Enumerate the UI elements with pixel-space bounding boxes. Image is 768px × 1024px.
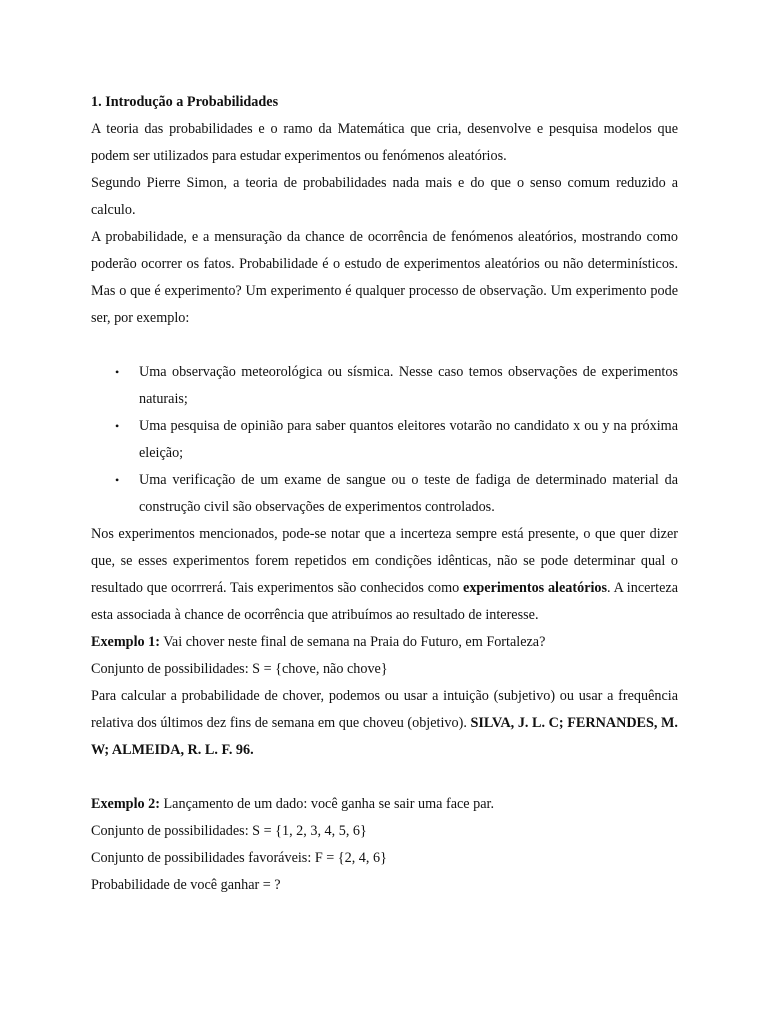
intro-paragraph: A teoria das probabilidades e o ramo da Matemática que cria, desenvolve e pesquisa modelos que podem ser utilizados para estudar experimentos ou fenómenos aleatórios. — [91, 121, 678, 164]
list-item — [91, 467, 678, 521]
example2-heading — [91, 791, 678, 818]
uncertainty-paragraph — [91, 521, 678, 629]
uncertainty-text: Nos experimentos mencionados, pode-se notar que a incerteza sempre está presente, o que quer dizer que, se esses experimentos forem repetidos em condições idênticas, não se pode determinar qual o resultado que ocorrrerá. Tais experimentos são conhecidos como — [91, 526, 678, 596]
bullet-icon: • — [115, 419, 120, 433]
random-experiments-term: experimentos aleatórios — [463, 580, 608, 596]
list-item — [91, 359, 678, 413]
list-item-text: Uma verificação de um exame de sangue ou o teste de fadiga de determinado material da construção civil são observações de experimentos controlados. — [139, 472, 678, 515]
example1-heading — [91, 629, 678, 656]
example2-question: Lançamento de um dado: você ganha se sair uma face par. — [159, 796, 495, 812]
probability-paragraph: A probabilidade, e a mensuração da chance de ocorrência de fenómenos aleatórios, mostrando como poderão ocorrer os fatos. Probabilidade é o estudo de experimentos aleatórios ou não determinísticos. Mas o que é experimento? Um experimento é qualquer processo de observação. Um experimento pode ser, por exemplo: — [91, 229, 678, 326]
example1-explain-text: Para calcular a probabilidade de chover, podemos ou usar a intuição (subjetivo) ou usar a frequência relativa dos últimos dez fins de semana em que choveu (objetivo). — [91, 688, 678, 731]
example2-ask: Probabilidade de você ganhar = ? — [91, 877, 281, 893]
list-item — [91, 413, 678, 467]
example2-set: Conjunto de possibilidades: S = {1, 2, 3, 4, 5, 6} — [91, 823, 367, 839]
spacer — [91, 764, 678, 791]
example1-label: Exemplo 1: — [91, 634, 160, 650]
example1-set: Conjunto de possibilidades: S = {chove, não chove} — [91, 661, 388, 677]
example1-citation: SILVA, J. L. C; FERNANDES, M. W; ALMEIDA, R. L. F. 96. — [91, 715, 678, 758]
list-item-text: Uma pesquisa de opinião para saber quantos eleitores votarão no candidato x ou y na próxima eleição; — [139, 418, 678, 461]
bullet-icon: • — [115, 365, 120, 379]
example2-label: Exemplo 2: — [91, 796, 160, 812]
example2-favorable: Conjunto de possibilidades favoráveis: F = {2, 4, 6} — [91, 850, 387, 866]
list-item-text: Uma observação meteorológica ou sísmica. Nesse caso temos observações de experimentos naturais; — [139, 364, 678, 407]
examples-list — [91, 359, 678, 521]
example1-explanation — [91, 683, 678, 764]
document-page — [91, 89, 678, 899]
uncertainty-text-end: . A incerteza esta associada à chance de ocorrência que atribuímos ao resultado de interesse. — [91, 580, 678, 623]
simon-paragraph: Segundo Pierre Simon, a teoria de probabilidades nada mais e do que o senso comum reduzido a calculo. — [91, 175, 678, 218]
example1-question: Vai chover neste final de semana na Praia do Futuro, em Fortaleza? — [159, 634, 546, 650]
section-heading: 1. Introdução a Probabilidades — [91, 94, 279, 110]
bullet-icon: • — [115, 473, 120, 487]
